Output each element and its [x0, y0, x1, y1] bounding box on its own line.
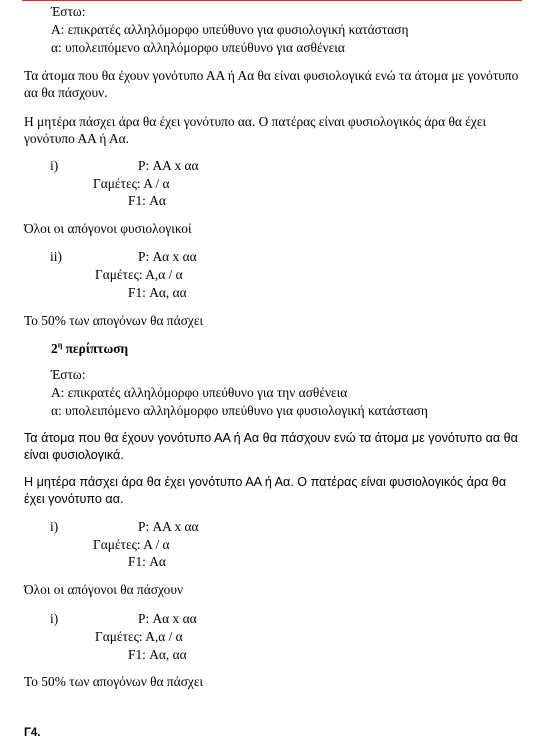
case2-heading-number: 2: [51, 341, 58, 356]
case1-result1: Όλοι οι απόγονοι φυσιολογικοί: [24, 221, 192, 236]
case1-allele-recessive: α: υπολειπόμενο αλληλόμορφο υπεύθυνο για ασθένεια: [51, 40, 345, 55]
case2-result1: Όλοι οι απόγονοι θα πάσχουν: [24, 582, 184, 597]
case2-parents-paragraph: Η μητέρα πάσχει άρα θα έχει γονότυπο ΑΑ ή Αα. Ο πατέρας είναι φυσιολογικός άρα θα έχει γονότυπο αα.: [24, 475, 507, 506]
case2-cross2-parents: P: Αα x αα: [138, 611, 197, 626]
case1-cross2-number: ii): [50, 249, 62, 264]
top-border-line: [22, 0, 522, 1]
case2-cross1-f1: F1: Αα: [128, 554, 166, 569]
case1-parents-paragraph: Η μητέρα πάσχει άρα θα έχει γονότυπο αα. Ο πατέρας είναι φυσιολογικός άρα θα έχει γονότυπο ΑΑ ή Αα.: [24, 114, 487, 146]
case2-allele-dominant: Α: επικρατές αλληλόμορφο υπεύθυνο για την ασθένεια: [51, 385, 348, 400]
case2-allele-recessive: α: υπολειπόμενο αλληλόμορφο υπεύθυνο για φυσιολογική κατάσταση: [51, 403, 428, 418]
case1-cross2-gametes: Γαμέτες: Α,α / α: [95, 267, 183, 282]
case1-result2: Το 50% των απογόνων θα πάσχει: [24, 313, 204, 328]
case2-cross2-f1: F1: Αα, αα: [128, 647, 187, 662]
case1-allele-dominant: Α: επικρατές αλληλόμορφο υπεύθυνο για φυσιολογική κατάσταση: [51, 22, 409, 37]
case2-cross1-gametes: Γαμέτες: Α / α: [93, 537, 170, 552]
case1-cross1-parents: P: ΑΑ x αα: [138, 158, 199, 173]
case2-estw: Έστω:: [51, 367, 86, 382]
case2-result2: Το 50% των απογόνων θα πάσχει: [24, 674, 204, 689]
case1-cross2-f1: F1: Αα, αα: [128, 285, 187, 300]
case1-cross1-gametes: Γαμέτες: Α / α: [93, 176, 170, 191]
case2-cross1-parents: P: ΑΑ x αα: [138, 519, 199, 534]
case1-cross1-f1: F1: Αα: [128, 193, 166, 208]
case1-estw: Έστω:: [51, 4, 86, 19]
case2-heading-text: περίπτωση: [62, 341, 129, 356]
case2-cross2-gametes: Γαμέτες: Α,α / α: [95, 629, 183, 644]
case2-cross2-number: i): [50, 611, 59, 626]
case1-genotype-paragraph: Τα άτομα που θα έχουν γονότυπο ΑΑ ή Αα θα είναι φυσιολογικά ενώ τα άτομα με γονότυπο αα θα πάσχουν.: [24, 68, 519, 100]
case1-cross2-parents: P: Αα x αα: [138, 249, 197, 264]
case2-heading: [51, 340, 128, 357]
case1-cross1-number: i): [50, 158, 59, 173]
case2-heading-superscript: η: [57, 340, 63, 350]
case2-genotype-paragraph: Τα άτομα που θα έχουν γονότυπο ΑΑ ή Αα θα πάσχουν ενώ τα άτομα με γονότυπο αα θα είναι φυσιολογικά.: [24, 431, 518, 462]
section-label-g4: Γ4.: [24, 727, 41, 739]
case2-cross1-number: i): [50, 519, 59, 534]
